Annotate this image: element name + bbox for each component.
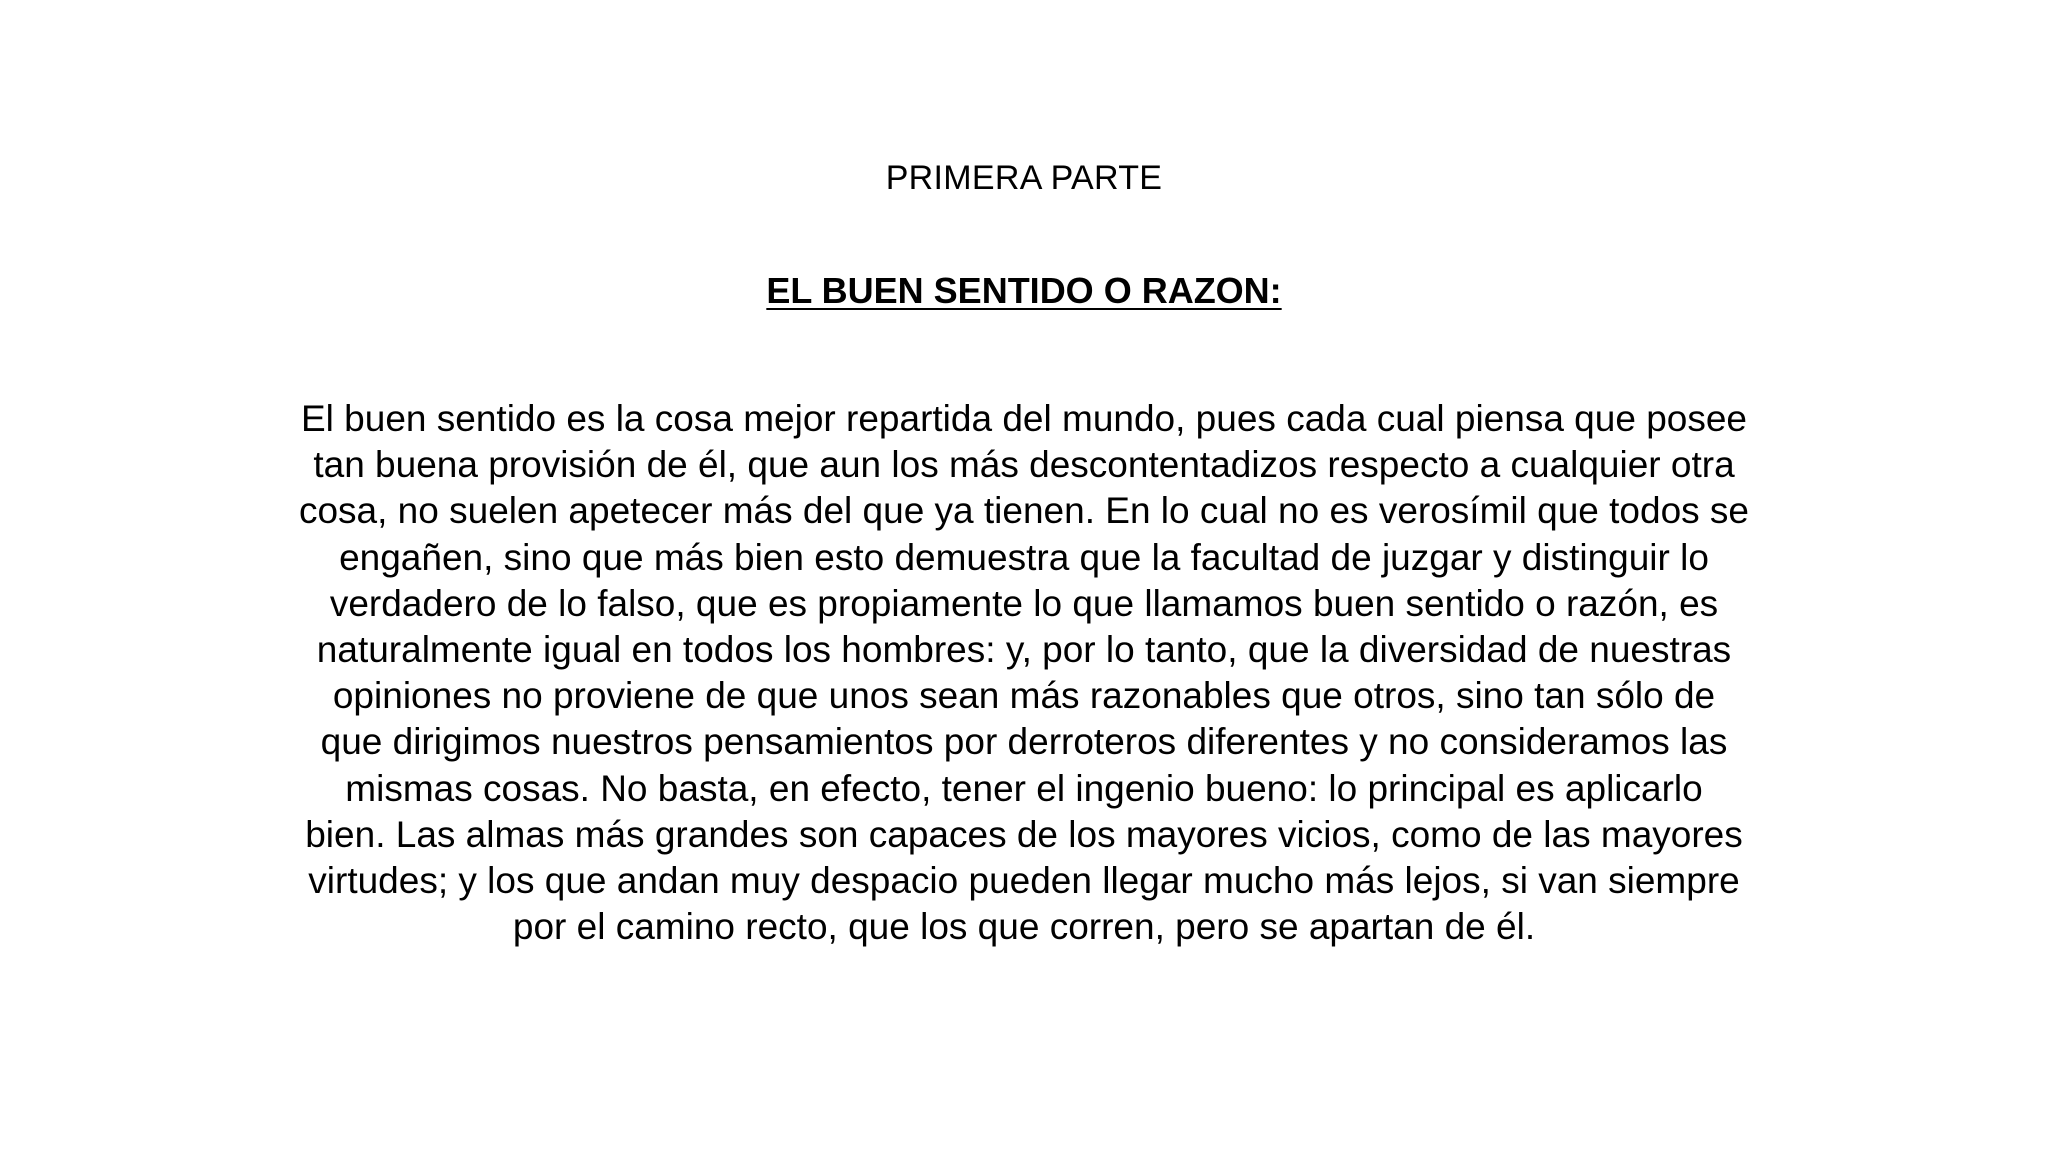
- section-title: EL BUEN SENTIDO O RAZON:: [766, 270, 1282, 311]
- paragraph-line: engañen, sino que más bien esto demuestra que la facultad de juzgar y distinguir lo: [339, 536, 1709, 578]
- paragraph-line: naturalmente igual en todos los hombres: y, por lo tanto, que la diversidad de nuestras: [316, 629, 1732, 671]
- paragraph-line: mismas cosas. No basta, en efecto, tener el ingenio bueno: lo principal es aplicarlo: [345, 767, 1703, 809]
- paragraph-line: opiniones no proviene de que unos sean más razonables que otros, sino tan sólo de: [332, 675, 1716, 717]
- paragraph-line: cosa, no suelen apetecer más del que ya tienen. En lo cual no es verosímil que todos se: [298, 490, 1750, 532]
- paragraph-line: El buen sentido es la cosa mejor repartida del mundo, pues cada cual piensa que posee: [301, 398, 1747, 439]
- paragraph-line: bien. Las almas más grandes son capaces de los mayores vicios, como de las mayores: [305, 813, 1743, 855]
- paragraph-line: que dirigimos nuestros pensamientos por derroteros diferentes y no consideramos las: [320, 721, 1728, 763]
- part-title: PRIMERA PARTE: [885, 159, 1163, 197]
- paragraph-line: verdadero de lo falso, que es propiamente lo que llamamos buen sentido o razón, es: [329, 582, 1719, 624]
- paragraph-line: tan buena provisión de él, que aun los más descontentadizos respecto a cualquier otra: [313, 444, 1735, 486]
- body-paragraph: [252, 396, 1796, 950]
- paragraph-line: por el camino recto, que los que corren, pero se apartan de él.: [512, 906, 1536, 948]
- paragraph-line: virtudes; y los que andan muy despacio pueden llegar mucho más lejos, si van siempre: [308, 860, 1740, 902]
